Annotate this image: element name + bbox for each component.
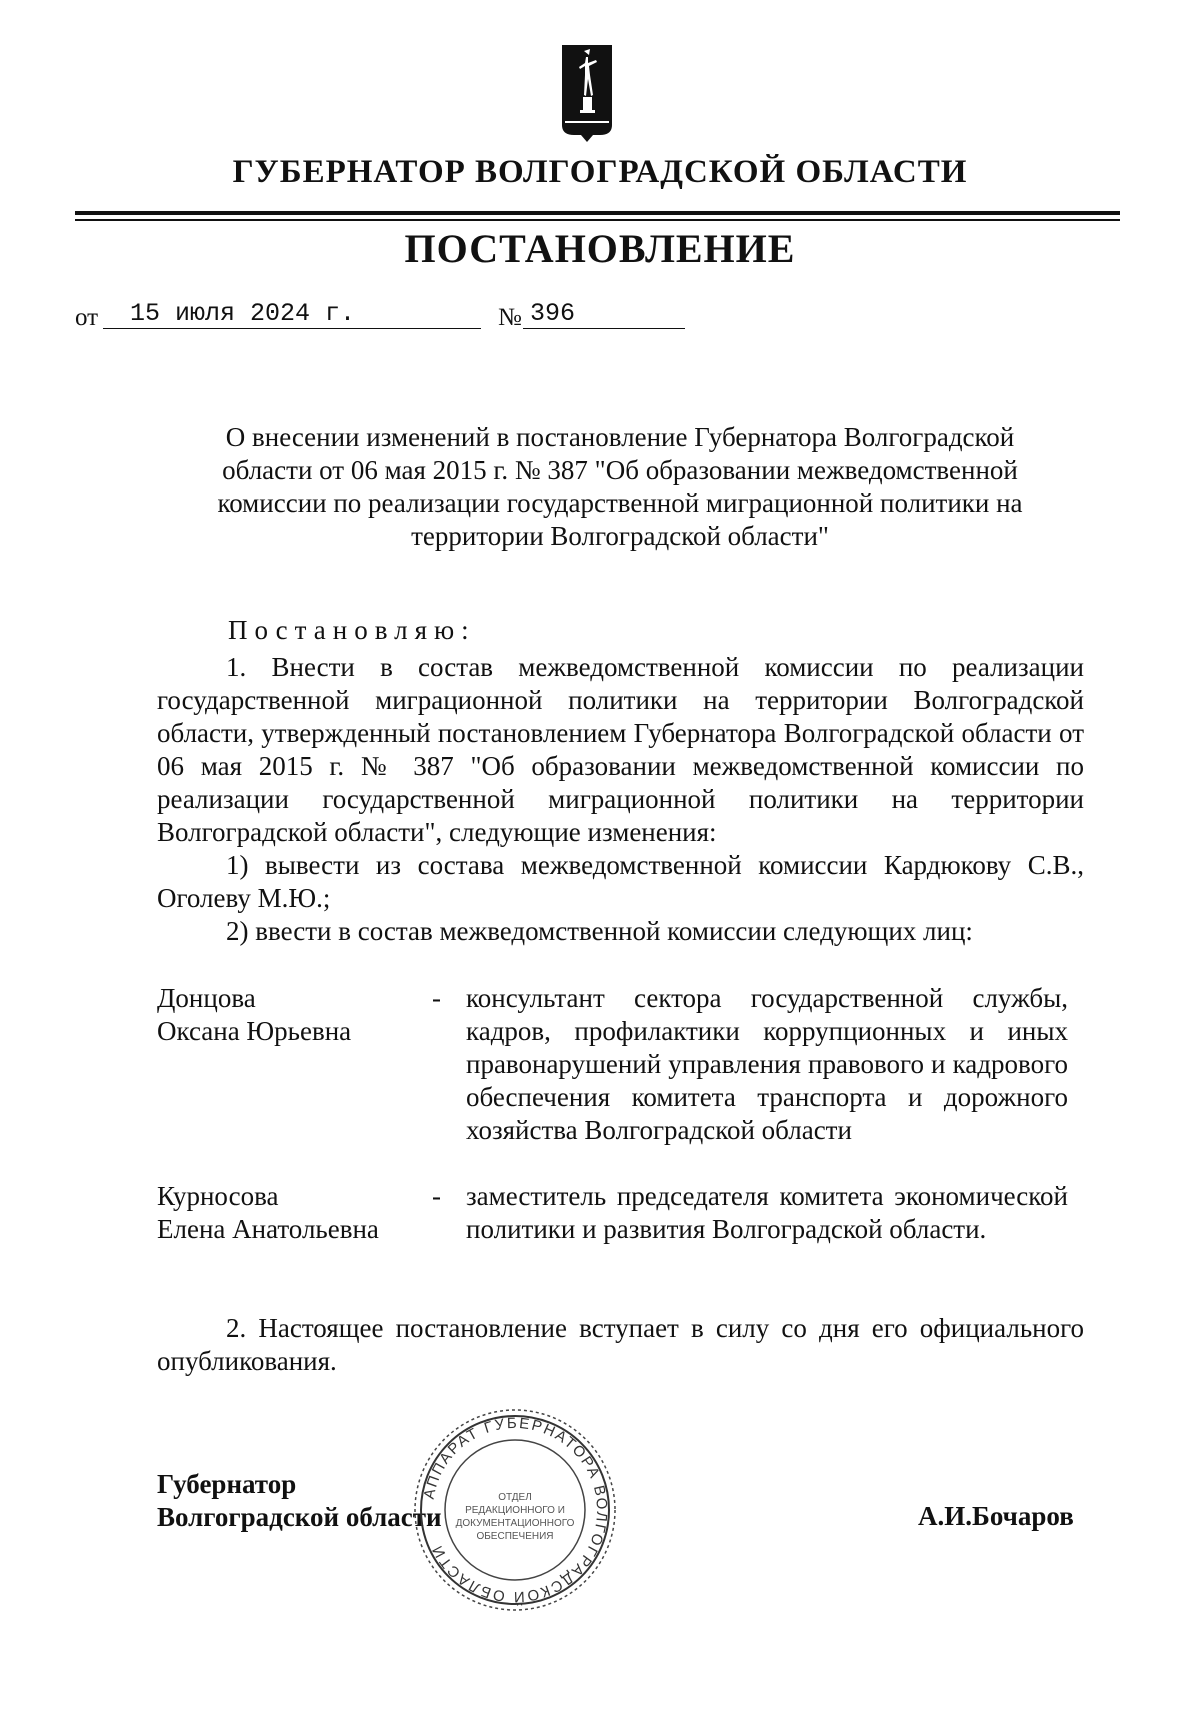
svg-text:РЕДАКЦИОННОГО И: РЕДАКЦИОННОГО И: [465, 1505, 565, 1516]
svg-text:ОТДЕЛ: ОТДЕЛ: [498, 1492, 532, 1503]
member-1-surname: Донцова: [157, 983, 256, 1013]
official-stamp: [410, 1405, 620, 1615]
document-date: 15 июля 2024 г.: [130, 299, 356, 328]
number-prefix: №: [498, 304, 522, 331]
member-1-given-names: Оксана Юрьевна: [157, 1016, 352, 1046]
member-2-role: заместитель председателя комитета экономической политики и развития Волгоградской области.: [466, 1181, 1068, 1244]
authority-title: ГУБЕРНАТОР ВОЛГОГРАДСКОЙ ОБЛАСТИ: [232, 154, 968, 190]
paragraph-2: 2. Настоящее постановление вступает в силу со дня его официального опубликования.: [157, 1313, 1084, 1376]
signatory-title-line-1: Губернатор: [157, 1469, 297, 1499]
svg-text:ДОКУМЕНТАЦИОННОГО: ДОКУМЕНТАЦИОННОГО: [455, 1518, 575, 1529]
member-2-given-names: Елена Анатольевна: [157, 1214, 379, 1244]
coat-of-arms-emblem: [560, 43, 614, 143]
document-subject: О внесении изменений в постановление Губернатора Волгоградской области от 06 мая 2015 г. № 387 "Об образовании межведомственной комиссии по реализации государственной миграционной политики на территории Волгоградской области": [217, 422, 1023, 551]
document-number: 396: [530, 299, 576, 328]
paragraph-1-item-2: 2) ввести в состав межведомственной комиссии следующих лиц:: [226, 916, 973, 946]
number-underline: [523, 328, 685, 329]
member-2-dash: -: [432, 1181, 441, 1211]
header-rule-thin: [75, 219, 1120, 221]
date-prefix: от: [75, 304, 99, 331]
document-type: ПОСТАНОВЛЕНИЕ: [404, 226, 796, 271]
header-rule-thick: [75, 211, 1120, 215]
member-1-dash: -: [432, 983, 441, 1013]
member-2-surname: Курносова: [157, 1181, 279, 1211]
signatory-title: [157, 1468, 442, 1534]
signatory-title-line-2: Волгоградской области: [157, 1502, 442, 1532]
date-underline: [103, 328, 481, 329]
signatory-name: А.И.Бочаров: [918, 1501, 1074, 1531]
svg-text:АППАРАТ ГУБЕРНАТОРА ВОЛГОГРАДС: АППАРАТ ГУБЕРНАТОРА ВОЛГОГРАДСКОЙ ОБЛАСТИ: [420, 1414, 611, 1606]
svg-text:ОБЕСПЕЧЕНИЯ: ОБЕСПЕЧЕНИЯ: [476, 1531, 554, 1542]
member-1-role: консультант сектора государственной службы, кадров, профилактики коррупционных и иных правонарушений управления правового и кадрового обеспечения комитета транспорта и дорожного хозяйства Волгоградской области: [466, 983, 1068, 1145]
paragraph-1-item-1: 1) вывести из состава межведомственной комиссии Кардюкову С.В., Оголеву М.Ю.;: [157, 850, 1084, 913]
resolve-word: Постановляю:: [228, 615, 476, 645]
paragraph-1: 1. Внести в состав межведомственной комиссии по реализации государственной миграционной политики на территории Волгоградской области, утвержденный постановлением Губернатора Волгоградской области от 06 мая 2015 г. № 387 "Об образовании межведомственной комиссии по реализации государственной миграционной политики на территории Волгоградской области", следующие изменения:: [157, 652, 1084, 847]
